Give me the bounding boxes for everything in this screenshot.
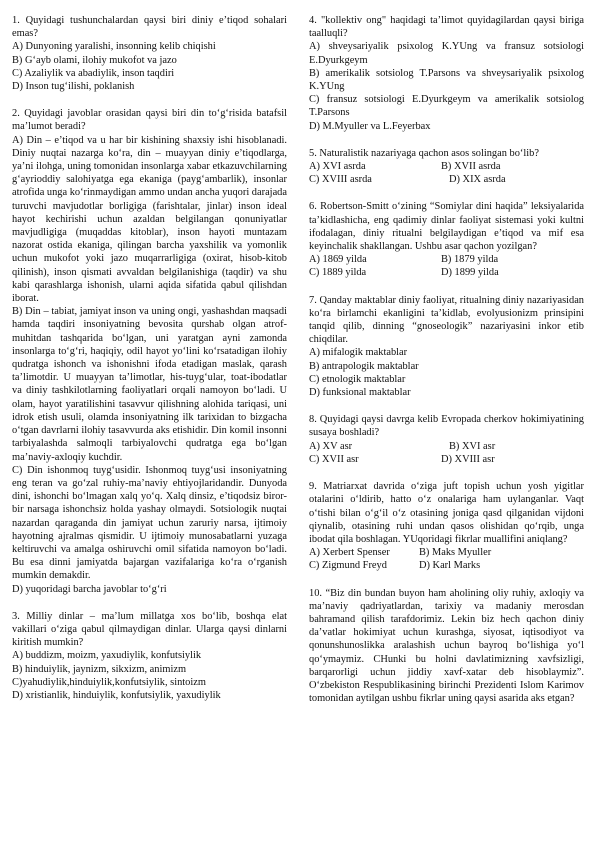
question-3-option-c: C)yahudiylik,hinduiylik,konfutsiylik, sintoizm bbox=[12, 676, 206, 688]
question-4-option-b: B) amerikalik sotsiolog T.Parsons va shveysariyalik psixolog K.YUng bbox=[309, 67, 584, 93]
question-1-option-b: B) G‘ayb olami, ilohiy mukofot va jazo bbox=[12, 54, 177, 66]
question-2-option-d: D) yuqoridagi barcha javoblar to‘g‘ri bbox=[12, 583, 167, 595]
question-5-stem: 5. Naturalistik nazariyaga qachon asos solingan bo‘lib? bbox=[309, 147, 539, 159]
question-4-option-a: A) shveysariyalik psixolog K.YUng va fransuz sotsiologi E.Dyurkgeym bbox=[309, 41, 584, 66]
question-9-option-a: A) Xerbert Spenser bbox=[309, 547, 390, 559]
question-9 bbox=[309, 480, 584, 572]
question-2 bbox=[12, 107, 287, 596]
question-7-option-c: C) etnologik maktablar bbox=[309, 373, 406, 385]
question-4 bbox=[309, 14, 584, 133]
question-1 bbox=[12, 14, 287, 93]
question-1-option-d: D) Inson tug‘ilishi, poklanish bbox=[12, 81, 135, 93]
question-7-option-d: D) funksional maktablar bbox=[309, 387, 411, 399]
question-8-stem: 8. Quyidagi qaysi davrga kelib Evropada cherkov hokimiyatining susaya boshladi? bbox=[309, 414, 584, 439]
question-3 bbox=[12, 610, 287, 702]
question-7-stem: 7. Qanday maktablar diniy faoliyat, ritualning diniy nazariyasidan ko‘ra birlamchi ekanligini ta’kidlab, evolyusionizm prinsipini tanqid qilib, dinning “gnoseologik” nazariyasini inkor etib chiqdilar. bbox=[309, 294, 584, 346]
question-2-stem: 2. Quyidagi javoblar orasidan qaysi biri din to‘g‘risida batafsil ma’lumot beradi? bbox=[12, 108, 287, 133]
question-5-option-a: A) XVI asrda bbox=[309, 161, 366, 173]
right-column bbox=[309, 14, 584, 719]
question-5-options-row-2 bbox=[309, 173, 584, 186]
question-1-stem: 1. Quyidagi tushunchalardan qaysi biri diniy e’tiqod sohalari emas? bbox=[12, 15, 287, 40]
question-4-option-c: C) fransuz sotsiologi E.Dyurkgeym va amerikalik sotsiolog T.Parsons bbox=[309, 94, 584, 119]
question-9-options-row-1 bbox=[309, 546, 584, 559]
question-2-option-b: B) Din – tabiat, jamiyat inson va uning ongi, yashashdan maqsadi hamda taqdiri insoniyatning bevosita qurshab olgan atrof-muhitdan tashqarida bo‘lgan, uni yaratgan ayni zamonda insonlarga to‘g‘ri, haqiqiy, odil hayot yo‘lini ko‘rsatadigan ilohiy qudratga ishonch va ishonishni ifoda etadigan maslak, qarash ta’limotdir. U muayyan ta’limotlar, his-tuyg‘ular, toat-ibodatlar va diniy tashkilotlarning faoliyatlari orqali namoyon bo‘ladi. U olam, hayot yaratilishini tasavvur qilishning alohida tariqasi, uni idrok etish usuli, olamda insoniyatning ilk tarixidan to bizgacha o‘tgan davrlarni ilohiy tasavvurda aks etishidir. Din komil insonni tarbiyalashda salmoqli tarbiyalovchi qudratga ega bo‘lgan ma’naviy-axloqiy kuchdir. bbox=[12, 306, 287, 463]
question-6-options-row-2 bbox=[309, 266, 584, 279]
question-2-option-c: C) Din ishonmoq tuyg‘usidir. Ishonmoq tuyg‘usi insoniyatning eng teran va go‘zal ruhiy-ma’naviy ehtiyojlaridandir. Dunyoda dini, ishonchi bo‘lmagan xalq yo‘q. Xalq dinsiz, e’tiqodsiz biror-bir narsaga ishonchsiz holda yashay olmaydi. Sotsiologik nuqtai nazardan qaraganda din jamiyat uchun zaruriy narsa, ijtimoiy hayotning ajralmas qismidir. U ijtimoiy munosabatlarni yuzaga keltiruvchi va amalga oshiruvchi omil sifatida namoyon bo‘ladi. Bu esa dinni jamiyatda bajargan vazifalariga ko‘ra o‘rganish mumkin demakdir. bbox=[12, 464, 287, 582]
question-1-option-c: C) Azaliylik va abadiylik, inson taqdiri bbox=[12, 67, 175, 79]
question-6-stem: 6. Robertson-Smitt o‘zining “Somiylar dini haqida” leksiyalarida ta’kidlashicha, eng qadimiy dinlar faoliyat sistemasi yoki kultni ifodalagan, diniy ritualni belgilaydigan e’tiqod va mif esa keyinchalik shakllangan. Ushbu asar qachon yozilgan? bbox=[309, 201, 584, 253]
question-6-option-c: C) 1889 yilda bbox=[309, 267, 367, 279]
question-8-option-b: B) XVI asr bbox=[449, 440, 496, 452]
question-5 bbox=[309, 147, 584, 187]
question-9-stem: 9. Matriarxat davrida o‘ziga juft topish uchun yosh yigitlar otalarini o‘ldirib, hatto o‘z onalariga ham uylanganlar. Vaqt o‘tishi bilan o‘g‘il o‘z otasining joniga qasd qilganidan vijdoni qiynalib, otasining ruhi undan qasos olishidan qo‘rqib, unga ibodat qila boshlagan. YUqoridagi fikrlar muallifini aniqlang? bbox=[309, 481, 584, 545]
question-7-option-b: B) antrapologik maktablar bbox=[309, 360, 419, 372]
question-4-stem: 4. "kollektiv ong" haqidagi ta’limot quyidagilardan qaysi biriga taalluqli? bbox=[309, 15, 584, 40]
question-5-option-d: D) XIX asrda bbox=[449, 174, 506, 186]
question-7 bbox=[309, 294, 584, 400]
left-column bbox=[12, 14, 287, 716]
question-3-option-d: D) xristianlik, hinduiylik, konfutsiylik, yaxudiylik bbox=[12, 689, 221, 701]
question-10 bbox=[309, 587, 584, 706]
question-9-options-row-2 bbox=[309, 559, 584, 572]
question-8-option-d: D) XVIII asr bbox=[441, 453, 495, 465]
question-3-option-b: B) hinduiylik, jaynizm, sikxizm, animizm bbox=[12, 663, 187, 675]
question-3-option-a: A) buddizm, moizm, yaxudiylik, konfutsiylik bbox=[12, 650, 202, 662]
question-7-option-a: A) mifalogik maktablar bbox=[309, 347, 408, 359]
question-8-option-a: A) XV asr bbox=[309, 440, 353, 452]
question-10-stem: 10. “Biz din bundan buyon ham aholining oliy ruhiy, axloqiy va ma’naviy qadriyatlardan, tarixiy va madaniy merosdan bahramand qilish tarafdorimiz. Lekin biz hech qachon diniy da’vatlar hokimiyat uchun kurashga, siyosat, iqtisodiyot va qonunshunoslikka aralashish uchun bayroq bo‘lishiga yo‘l qo‘ymaymiz. CHunki bu holni davlatimizning xavfsizligi, barqarorligi uchun jiddiy xavf-xatar deb hisoblaymiz”. O‘zbekiston Respublikasining birinchi Prezidenti Islom Karimov tomonidan aytilgan ushbu fikrlar uning qaysi asarida aks etgan? bbox=[309, 587, 584, 705]
question-9-option-b: B) Maks Myuller bbox=[419, 547, 492, 559]
question-9-option-d: D) Karl Marks bbox=[419, 560, 481, 572]
question-5-option-b: B) XVII asrda bbox=[441, 161, 501, 173]
question-6 bbox=[309, 200, 584, 279]
question-9-option-c: C) Zigmund Freyd bbox=[309, 560, 387, 572]
question-6-option-d: D) 1899 yilda bbox=[441, 267, 499, 279]
question-3-stem: 3. Milliy dinlar – ma’lum millatga xos bo‘lib, boshqa elat vakillari o‘ziga qabul qilmaydigan dinlar. Ularga qaysi dinlarni kiritish mumkin? bbox=[12, 610, 287, 649]
question-5-option-c: C) XVIII asrda bbox=[309, 174, 372, 186]
question-6-options-row-1 bbox=[309, 253, 584, 266]
question-8-options-row-1 bbox=[309, 440, 584, 453]
question-6-option-a: A) 1869 yilda bbox=[309, 254, 367, 266]
question-8-option-c: C) XVII asr bbox=[309, 453, 359, 465]
question-5-options-row-1 bbox=[309, 160, 584, 173]
question-2-option-a: A) Din – e’tiqod va u har bir kishining shaxsiy ishi hisoblanadi. Diniy nuqtai nazarga ko‘ra, din – muayyan diniy e’tiqodlarga, ya’ni ilohga, uning tomonidan insonlarga xabar etkazuvchilarning g‘ayrioddiy salohiyatga ega ekaniga (payg‘ambarlik), insonlar atrofida unga ko‘rinmaydigan ammo undan ancha yuqori darajada turuvchi mavjudotlar borligiga (farishtalar, jinlar) inson ideal hayot kechirishi uchun azaldan belgilangan qonuniyatlar mavjudligiga (muqaddas kitoblar), inson hayoti muntazam nazorat ostida ekaniga, qilingan barcha yaxshilik va yomonlik uchun mukofot yoki jazo muqarrarligiga (oxirat, hisob-kitob qilinish), inson qismati avvaldan belgilanishiga (taqdir) va shu kabi qarashlarga ishonish, ularni aqida sifatida qabul qilishdan iborat. bbox=[12, 134, 287, 305]
question-8 bbox=[309, 413, 584, 466]
question-4-option-d: D) M.Myuller va L.Feyerbax bbox=[309, 120, 431, 132]
question-6-option-b: B) 1879 yilda bbox=[441, 254, 499, 266]
question-8-options-row-2 bbox=[309, 453, 584, 466]
question-1-option-a: A) Dunyoning yaralishi, insonning kelib chiqishi bbox=[12, 41, 216, 53]
